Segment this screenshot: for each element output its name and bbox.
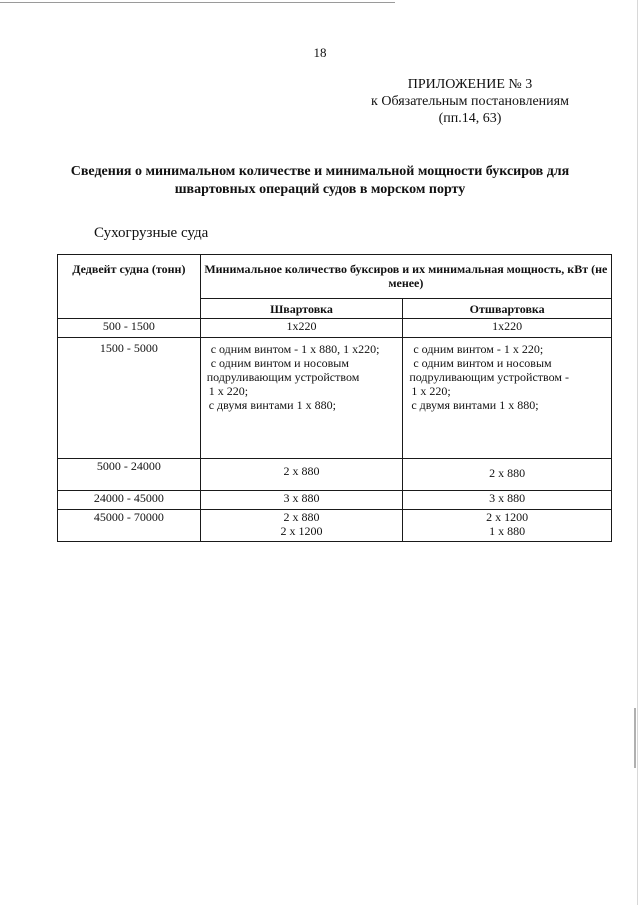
- cell-deadweight: 45000 - 70000: [58, 510, 201, 542]
- document-title-line-1: Сведения о минимальном количестве и минимальной мощности буксиров для: [70, 164, 570, 179]
- header-mooring: Швартовка: [200, 299, 403, 319]
- scan-top-line: [0, 2, 395, 3]
- text-line: 1 х 220;: [208, 384, 249, 398]
- text-line: с двумя винтами 1 х 880;: [208, 398, 336, 412]
- cell-unmooring: 1x220: [403, 319, 612, 338]
- document-title-line-2: швартовных операций судов в морском порту: [174, 182, 466, 197]
- cell-unmooring: 3 х 880: [403, 491, 612, 510]
- text-line: с одним винтом и носовым: [210, 356, 349, 370]
- table-row: [58, 319, 612, 338]
- text-line: 1 х 880: [489, 524, 526, 538]
- cell-mooring: [200, 338, 403, 459]
- document-title: [20, 163, 620, 199]
- page-number: 18: [313, 45, 327, 60]
- table-row: [58, 510, 612, 542]
- appendix-number: ПРИЛОЖЕНИЕ № 3: [407, 77, 533, 92]
- text-line: подруливающим устройством -: [409, 370, 569, 384]
- text-line: 2 х 1200: [280, 524, 323, 538]
- text-line: с одним винтом и носовым: [413, 356, 552, 370]
- scan-right-mark: [634, 708, 636, 768]
- cell-unmooring: 2 х 880: [403, 459, 612, 491]
- header-deadweight: Дедвейт судна (тонн): [58, 255, 201, 319]
- table-row: [58, 491, 612, 510]
- section-label: Сухогрузные суда: [94, 225, 209, 241]
- table-row: [58, 338, 612, 459]
- header-tugs: Минимальное количество буксиров и их минимальная мощность, кВт (не менее): [200, 255, 611, 299]
- cell-deadweight: 5000 - 24000: [58, 459, 201, 491]
- text-line: 2 х 1200: [486, 510, 529, 524]
- tugs-table: [57, 254, 612, 542]
- cell-mooring: [200, 510, 403, 542]
- cell-mooring: 2 х 880: [200, 459, 403, 491]
- text-line: с одним винтом - 1 х 220;: [413, 342, 544, 356]
- cell-deadweight: 1500 - 5000: [58, 338, 201, 459]
- cell-deadweight: 24000 - 45000: [58, 491, 201, 510]
- table-row: [58, 459, 612, 491]
- appendix-header: [320, 76, 620, 127]
- scan-right-edge: [637, 0, 638, 905]
- cell-unmooring: [403, 338, 612, 459]
- cell-unmooring: [403, 510, 612, 542]
- text-line: 2 х 880: [283, 510, 320, 524]
- cell-mooring: 3 х 880: [200, 491, 403, 510]
- appendix-reference: к Обязательным постановлениям: [371, 94, 569, 109]
- text-line: с одним винтом - 1 х 880, 1 х220;: [210, 342, 380, 356]
- text-line: с двумя винтами 1 х 880;: [411, 398, 539, 412]
- text-line: 1 х 220;: [411, 384, 451, 398]
- appendix-paragraphs: (пп.14, 63): [438, 111, 502, 126]
- cell-mooring: 1x220: [200, 319, 403, 338]
- table-header-row: [58, 255, 612, 299]
- header-unmooring: Отшвартовка: [403, 299, 612, 319]
- cell-deadweight: 500 - 1500: [58, 319, 201, 338]
- text-line: подруливающим устройством: [206, 370, 360, 384]
